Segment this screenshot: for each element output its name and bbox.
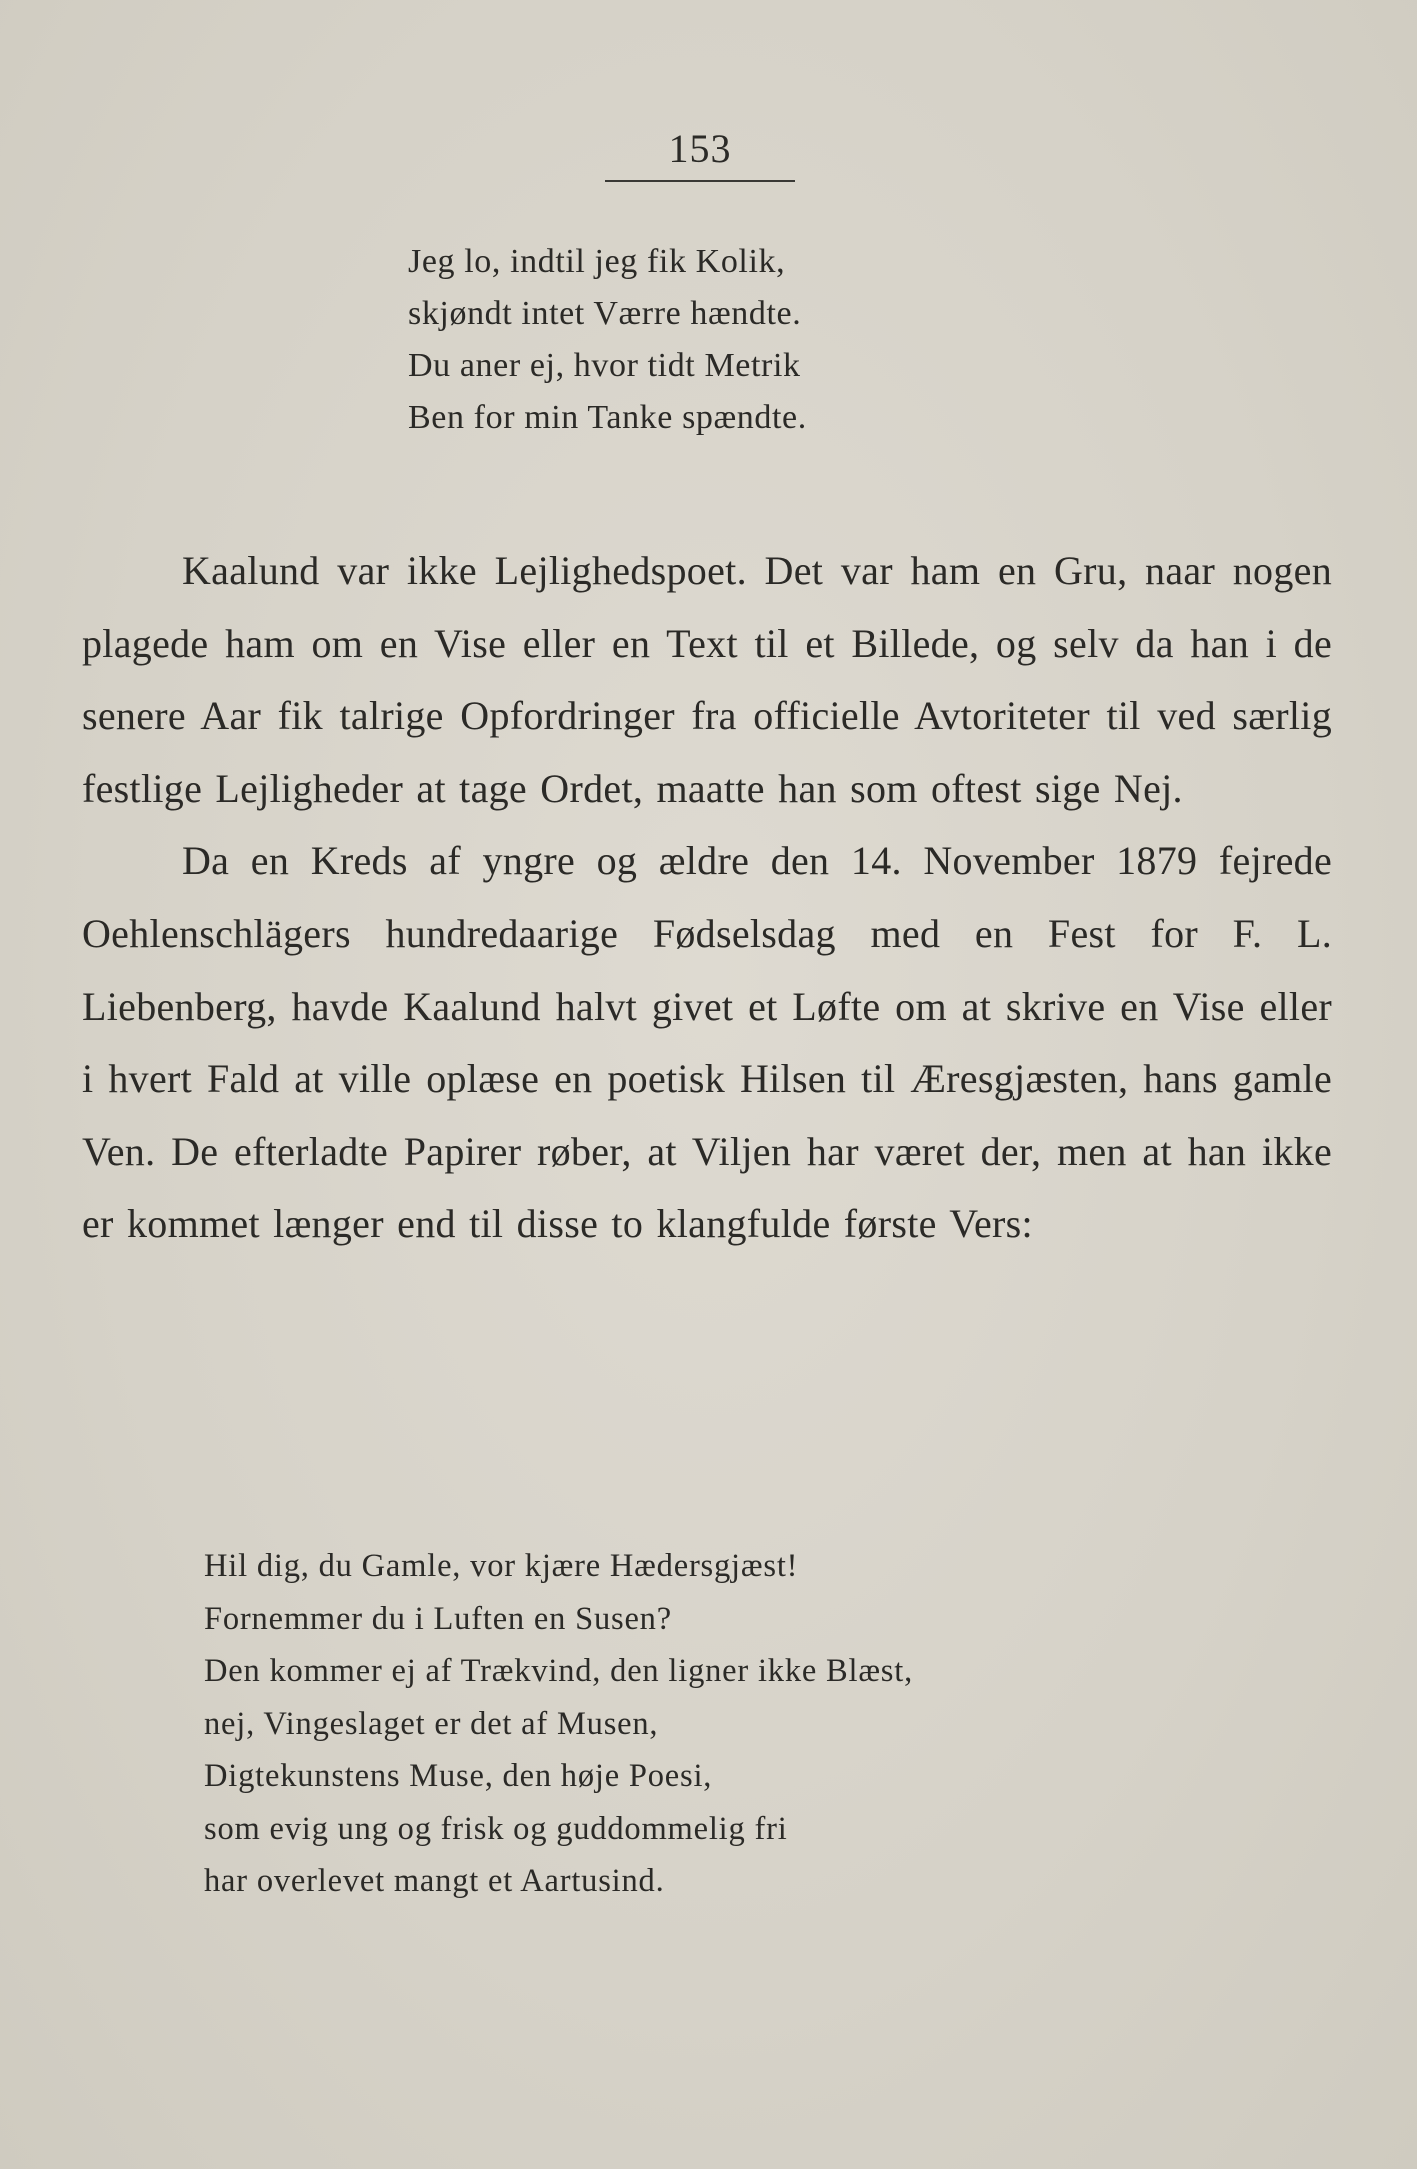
verse-line: har overlevet mangt et Aartusind. <box>204 1863 665 1899</box>
quoted-verse <box>204 1540 913 1908</box>
page-number: 153 <box>605 118 795 182</box>
verse-line: Hil dig, du Gamle, vor kjære Hædersgjæst! <box>204 1548 799 1584</box>
verse-line: Digtekunstens Muse, den høje Poesi, <box>204 1758 713 1794</box>
verse-line: nej, Vingeslaget er det af Musen, <box>204 1705 659 1742</box>
verse-line: Fornemmer du i Luften en Susen? <box>204 1600 672 1637</box>
verse-line: Den kommer ej af Trækvind, den ligner ikke Blæst, <box>204 1653 914 1689</box>
body-text <box>82 535 1332 1261</box>
paragraph: Kaalund var ikke Lejlighedspoet. Det var ham en Gru, naar nogen plagede ham om en Vise eller en Text til et Billede, og selv da han i de senere Aar fik talrige Opfordringer fra officielle Avtoriteter til ved særlig festlige Lejligheder at tage Ordet, maatte han som oftest sige Nej. <box>82 548 1332 811</box>
verse-line: Ben for min Tanke spændte. <box>408 399 807 436</box>
verse-line: Du aner ej, hvor tidt Metrik <box>408 347 801 384</box>
verse-line: som evig ung og frisk og guddommelig fri <box>204 1810 788 1847</box>
verse-line: skjøndt intet Værre hændte. <box>408 295 802 332</box>
opening-verse <box>408 236 807 444</box>
verse-line: Jeg lo, indtil jeg fik Kolik, <box>408 243 786 280</box>
paragraph: Da en Kreds af yngre og ældre den 14. November 1879 fejrede Oehlenschlägers hundredaarige Fødselsdag med en Fest for F. L. Liebenberg, havde Kaalund halvt givet et Løfte om at skrive en Vise eller i hvert Fald at ville oplæse en poetisk Hilsen til Æresgjæsten, hans gamle Ven. De efterladte Papirer røber, at Viljen har været der, men at han ikke er kommet længer end til disse to klangfulde første Vers: <box>82 838 1332 1247</box>
